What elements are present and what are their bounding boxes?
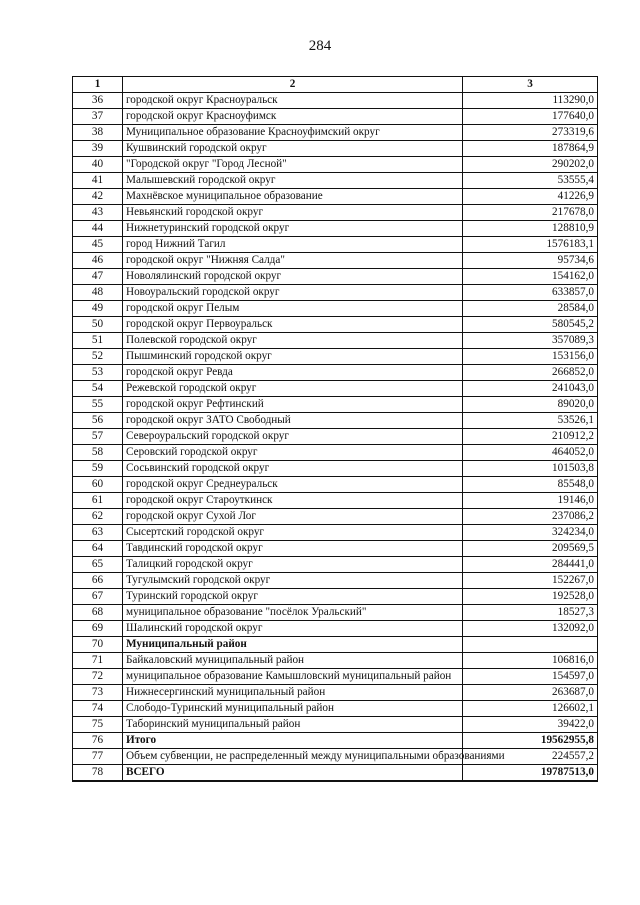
row-name: Невьянский городской округ <box>123 205 463 221</box>
row-number: 49 <box>73 301 123 317</box>
row-name: Новолялинский городской округ <box>123 269 463 285</box>
row-number: 75 <box>73 717 123 733</box>
table-row <box>73 477 598 493</box>
table-row <box>73 173 598 189</box>
row-value: 210912,2 <box>463 429 598 445</box>
row-value: 580545,2 <box>463 317 598 333</box>
row-number: 62 <box>73 509 123 525</box>
table-row <box>73 557 598 573</box>
row-number: 65 <box>73 557 123 573</box>
row-name: Сысертский городской округ <box>123 525 463 541</box>
row-number: 76 <box>73 733 123 749</box>
row-number: 52 <box>73 349 123 365</box>
row-number: 44 <box>73 221 123 237</box>
row-number: 54 <box>73 381 123 397</box>
row-number: 71 <box>73 653 123 669</box>
row-value: 154162,0 <box>463 269 598 285</box>
row-value: 284441,0 <box>463 557 598 573</box>
row-name: Муниципальное образование Красноуфимский округ <box>123 125 463 141</box>
row-number: 55 <box>73 397 123 413</box>
row-value: 128810,9 <box>463 221 598 237</box>
row-value: 192528,0 <box>463 589 598 605</box>
table-row <box>73 749 598 765</box>
table-row <box>73 269 598 285</box>
row-name: городской округ Пелым <box>123 301 463 317</box>
table-row <box>73 733 598 749</box>
row-name: Малышевский городской округ <box>123 173 463 189</box>
row-name: Тавдинский городской округ <box>123 541 463 557</box>
row-name: Махнёвское муниципальное образование <box>123 189 463 205</box>
page-number: 284 <box>308 38 332 54</box>
row-number: 59 <box>73 461 123 477</box>
row-number: 66 <box>73 573 123 589</box>
row-value: 633857,0 <box>463 285 598 301</box>
table-row <box>73 765 598 782</box>
table-row <box>73 205 598 221</box>
row-value: 19146,0 <box>463 493 598 509</box>
row-number: 61 <box>73 493 123 509</box>
table-row <box>73 317 598 333</box>
table-row <box>73 637 598 653</box>
row-name: Таборинский муниципальный район <box>123 717 463 733</box>
table-row <box>73 573 598 589</box>
table-row <box>73 365 598 381</box>
row-name: городской округ Ревда <box>123 365 463 381</box>
row-number: 51 <box>73 333 123 349</box>
row-value: 290202,0 <box>463 157 598 173</box>
row-value: 154597,0 <box>463 669 598 685</box>
row-number: 42 <box>73 189 123 205</box>
row-value: 464052,0 <box>463 445 598 461</box>
row-value: 241043,0 <box>463 381 598 397</box>
row-value: 89020,0 <box>463 397 598 413</box>
row-number: 38 <box>73 125 123 141</box>
row-name: Тугулымский городской округ <box>123 573 463 589</box>
row-name: Нижнетуринский городской округ <box>123 221 463 237</box>
table-row <box>73 493 598 509</box>
row-name: городской округ Красноуральск <box>123 93 463 109</box>
row-number: 60 <box>73 477 123 493</box>
row-name: городской округ Среднеуральск <box>123 477 463 493</box>
table-row <box>73 333 598 349</box>
row-name: Итого <box>123 733 463 749</box>
row-name: Талицкий городской округ <box>123 557 463 573</box>
table-row <box>73 685 598 701</box>
table-row <box>73 525 598 541</box>
row-name: муниципальное образование Камышловский муниципальный район <box>123 669 463 685</box>
row-number: 56 <box>73 413 123 429</box>
row-number: 40 <box>73 157 123 173</box>
row-number: 41 <box>73 173 123 189</box>
row-name: Объем субвенции, не распределенный между муниципальными образованиями <box>123 749 463 765</box>
table-row <box>73 669 598 685</box>
row-number: 70 <box>73 637 123 653</box>
row-number: 77 <box>73 749 123 765</box>
row-name: Кушвинский городской округ <box>123 141 463 157</box>
row-value: 39422,0 <box>463 717 598 733</box>
row-name: Режевской городской округ <box>123 381 463 397</box>
row-value: 1576183,1 <box>463 237 598 253</box>
row-number: 47 <box>73 269 123 285</box>
row-number: 72 <box>73 669 123 685</box>
row-value: 85548,0 <box>463 477 598 493</box>
table-row <box>73 461 598 477</box>
row-number: 43 <box>73 205 123 221</box>
row-number: 50 <box>73 317 123 333</box>
row-number: 78 <box>73 765 123 782</box>
table-row <box>73 301 598 317</box>
table-row <box>73 509 598 525</box>
row-number: 67 <box>73 589 123 605</box>
table-row <box>73 413 598 429</box>
row-name: Полевской городской округ <box>123 333 463 349</box>
table-row <box>73 445 598 461</box>
table-row <box>73 141 598 157</box>
row-number: 37 <box>73 109 123 125</box>
table-row <box>73 397 598 413</box>
table-row <box>73 221 598 237</box>
row-value: 53555,4 <box>463 173 598 189</box>
row-value <box>463 637 598 653</box>
row-value: 126602,1 <box>463 701 598 717</box>
table-row <box>73 237 598 253</box>
row-number: 74 <box>73 701 123 717</box>
row-name: Туринский городской округ <box>123 589 463 605</box>
row-number: 63 <box>73 525 123 541</box>
table-row <box>73 109 598 125</box>
row-number: 46 <box>73 253 123 269</box>
row-name: город Нижний Тагил <box>123 237 463 253</box>
row-name: городской округ ЗАТО Свободный <box>123 413 463 429</box>
row-value: 106816,0 <box>463 653 598 669</box>
row-number: 53 <box>73 365 123 381</box>
row-name: Новоуральский городской округ <box>123 285 463 301</box>
row-name: Серовский городской округ <box>123 445 463 461</box>
row-value: 177640,0 <box>463 109 598 125</box>
row-number: 73 <box>73 685 123 701</box>
row-value: 41226,9 <box>463 189 598 205</box>
row-number: 58 <box>73 445 123 461</box>
table-row <box>73 157 598 173</box>
row-value: 53526,1 <box>463 413 598 429</box>
row-value: 263687,0 <box>463 685 598 701</box>
row-value: 187864,9 <box>463 141 598 157</box>
table-row <box>73 349 598 365</box>
row-name: городской округ Староуткинск <box>123 493 463 509</box>
table-row <box>73 93 598 109</box>
table-row <box>73 381 598 397</box>
row-value: 357089,3 <box>463 333 598 349</box>
table-row <box>73 125 598 141</box>
table-row <box>73 253 598 269</box>
row-value: 273319,6 <box>463 125 598 141</box>
row-value: 132092,0 <box>463 621 598 637</box>
table-row <box>73 701 598 717</box>
row-name: "Городской округ "Город Лесной" <box>123 157 463 173</box>
row-number: 68 <box>73 605 123 621</box>
row-number: 69 <box>73 621 123 637</box>
row-name: городской округ Первоуральск <box>123 317 463 333</box>
row-value: 101503,8 <box>463 461 598 477</box>
table-row <box>73 429 598 445</box>
row-name: городской округ Рефтинский <box>123 397 463 413</box>
row-value: 153156,0 <box>463 349 598 365</box>
row-value: 19787513,0 <box>463 765 598 782</box>
header-col-3: 3 <box>463 77 598 93</box>
table-row <box>73 285 598 301</box>
table-row <box>73 189 598 205</box>
table-row <box>73 589 598 605</box>
row-name: городской округ Сухой Лог <box>123 509 463 525</box>
table-header-row <box>73 77 598 93</box>
subvention-table <box>72 76 598 782</box>
row-name: Байкаловский муниципальный район <box>123 653 463 669</box>
table-body <box>73 93 598 782</box>
row-name: Пышминский городской округ <box>123 349 463 365</box>
row-name: городской округ "Нижняя Салда" <box>123 253 463 269</box>
header-col-2: 2 <box>123 77 463 93</box>
table-row <box>73 605 598 621</box>
row-value: 95734,6 <box>463 253 598 269</box>
row-name: Муниципальный район <box>123 637 463 653</box>
row-name: Североуральский городской округ <box>123 429 463 445</box>
row-name: муниципальное образование "посёлок Уральский" <box>123 605 463 621</box>
row-value: 152267,0 <box>463 573 598 589</box>
row-name: городской округ Красноуфимск <box>123 109 463 125</box>
row-value: 266852,0 <box>463 365 598 381</box>
row-value: 324234,0 <box>463 525 598 541</box>
table-row <box>73 541 598 557</box>
row-value: 28584,0 <box>463 301 598 317</box>
row-name: Сосьвинский городской округ <box>123 461 463 477</box>
table-row <box>73 621 598 637</box>
row-value: 209569,5 <box>463 541 598 557</box>
row-name: Нижнесергинский муниципальный район <box>123 685 463 701</box>
row-value: 237086,2 <box>463 509 598 525</box>
row-name: ВСЕГО <box>123 765 463 782</box>
row-name: Слободо-Туринский муниципальный район <box>123 701 463 717</box>
row-number: 36 <box>73 93 123 109</box>
row-value: 18527,3 <box>463 605 598 621</box>
table-row <box>73 653 598 669</box>
row-number: 39 <box>73 141 123 157</box>
row-number: 57 <box>73 429 123 445</box>
row-value: 19562955,8 <box>463 733 598 749</box>
row-number: 48 <box>73 285 123 301</box>
header-col-1: 1 <box>73 77 123 93</box>
row-number: 45 <box>73 237 123 253</box>
row-number: 64 <box>73 541 123 557</box>
row-value: 224557,2 <box>463 749 598 765</box>
row-name: Шалинский городской округ <box>123 621 463 637</box>
row-value: 113290,0 <box>463 93 598 109</box>
row-value: 217678,0 <box>463 205 598 221</box>
table-row <box>73 717 598 733</box>
